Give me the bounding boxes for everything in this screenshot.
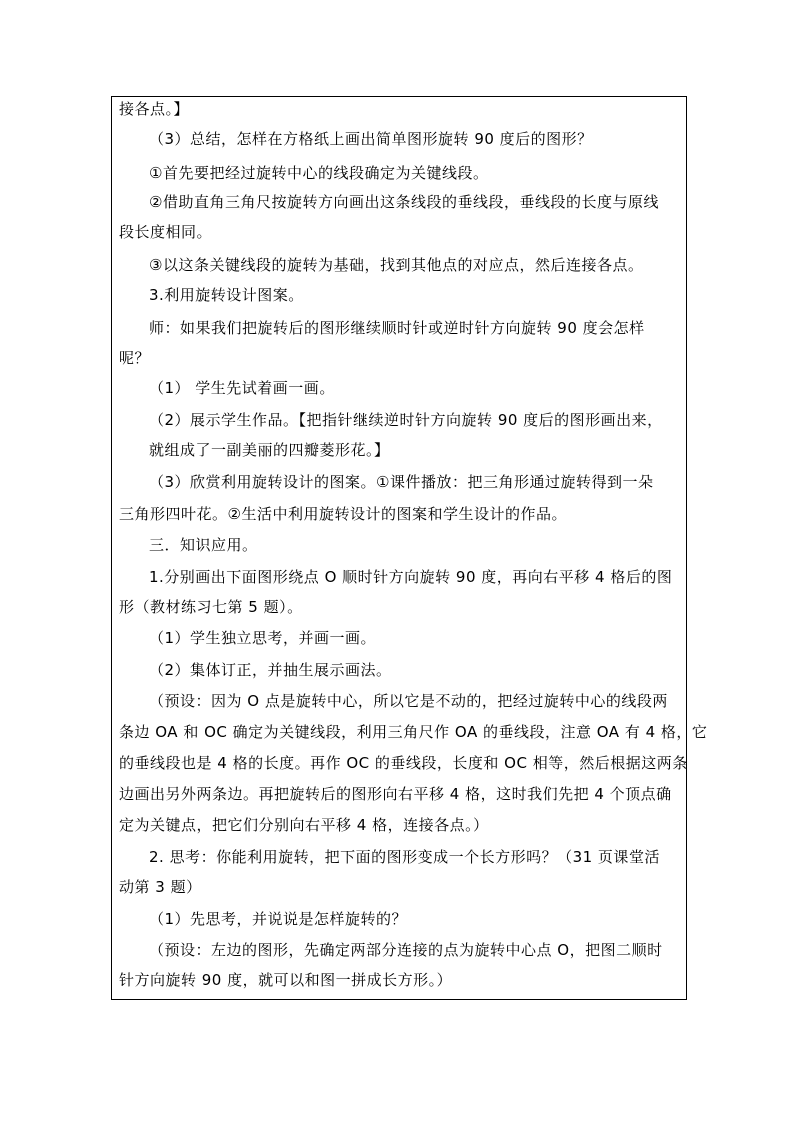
text-line: （预设：因为 O 点是旋转中心，所以它是不动的，把经过旋转中心的线段两 [149, 692, 668, 710]
text-line: ②借助直角三角尺按旋转方向画出这条线段的垂线段，垂线段的长度与原线 [149, 193, 659, 211]
text-line: （2）集体订正，并抽生展示画法。 [149, 661, 392, 679]
lesson-plan-table-cell [111, 96, 708, 1000]
text-line: 针方向旋转 90 度，就可以和图一拼成长方形。） [119, 971, 453, 989]
text-line: 接各点。】 [119, 100, 190, 118]
text-line: 三角形四叶花。②生活中利用旋转设计的图案和学生设计的作品。 [119, 505, 567, 523]
text-line: 1.分别画出下面图形绕点 O 顺时针方向旋转 90 度，再向右平移 4 格后的图 [149, 568, 673, 586]
text-line: 动第 3 题） [119, 878, 202, 896]
section-heading: 三．知识应用。 [149, 536, 258, 554]
text-line: 定为关键点，把它们分别向右平移 4 格，连接各点。） [119, 816, 489, 834]
text-line: （预设：左边的图形，先确定两部分连接的点为旋转中心点 O，把图二顺时 [149, 941, 663, 959]
text-line: ③以这条关键线段的旋转为基础，找到其他点的对应点，然后连接各点。 [149, 256, 644, 274]
text-line: ①首先要把经过旋转中心的线段确定为关键线段。 [149, 164, 489, 182]
text-line: 3.利用旋转设计图案。 [149, 286, 304, 304]
text-line: 形（教材练习七第 5 题）。 [119, 598, 303, 616]
text-line: 2. 思考：你能利用旋转，把下面的图形变成一个长方形吗？（31 页课堂活 [149, 848, 660, 866]
text-line: （1）学生独立思考，并画一画。 [149, 629, 377, 647]
text-line: （1） 学生先试着画一画。 [149, 379, 335, 397]
text-line: （3）欣赏利用旋转设计的图案。①课件播放：把三角形通过旋转得到一朵 [149, 473, 654, 491]
text-line: （2）展示学生作品。【把指针继续逆时针方向旋转 90 度后的图形画出来， [149, 411, 663, 429]
text-line: 边画出另外两条边。再把旋转后的图形向右平移 4 格，这时我们先把 4 个顶点确 [119, 785, 672, 803]
text-line: （3）总结，怎样在方格纸上画出简单图形旋转 90 度后的图形？ [149, 130, 593, 148]
text-line: （1）先思考，并说说是怎样旋转的？ [149, 910, 408, 928]
text-line: 的垂线段也是 4 格的长度。再作 OC 的垂线段，长度和 OC 相等，然后根据这两条 [119, 754, 688, 772]
text-line: 师：如果我们把旋转后的图形继续顺时针或逆时针方向旋转 90 度会怎样 [149, 319, 645, 337]
text-line: 段长度相同。 [119, 223, 213, 241]
text-line: 就组成了一副美丽的四瓣菱形花。】 [149, 441, 390, 459]
text-line: 条边 OA 和 OC 确定为关键线段，利用三角尺作 OA 的垂线段，注意 OA 有 4 格，它 [119, 723, 708, 741]
text-line: 呢？ [119, 349, 151, 367]
